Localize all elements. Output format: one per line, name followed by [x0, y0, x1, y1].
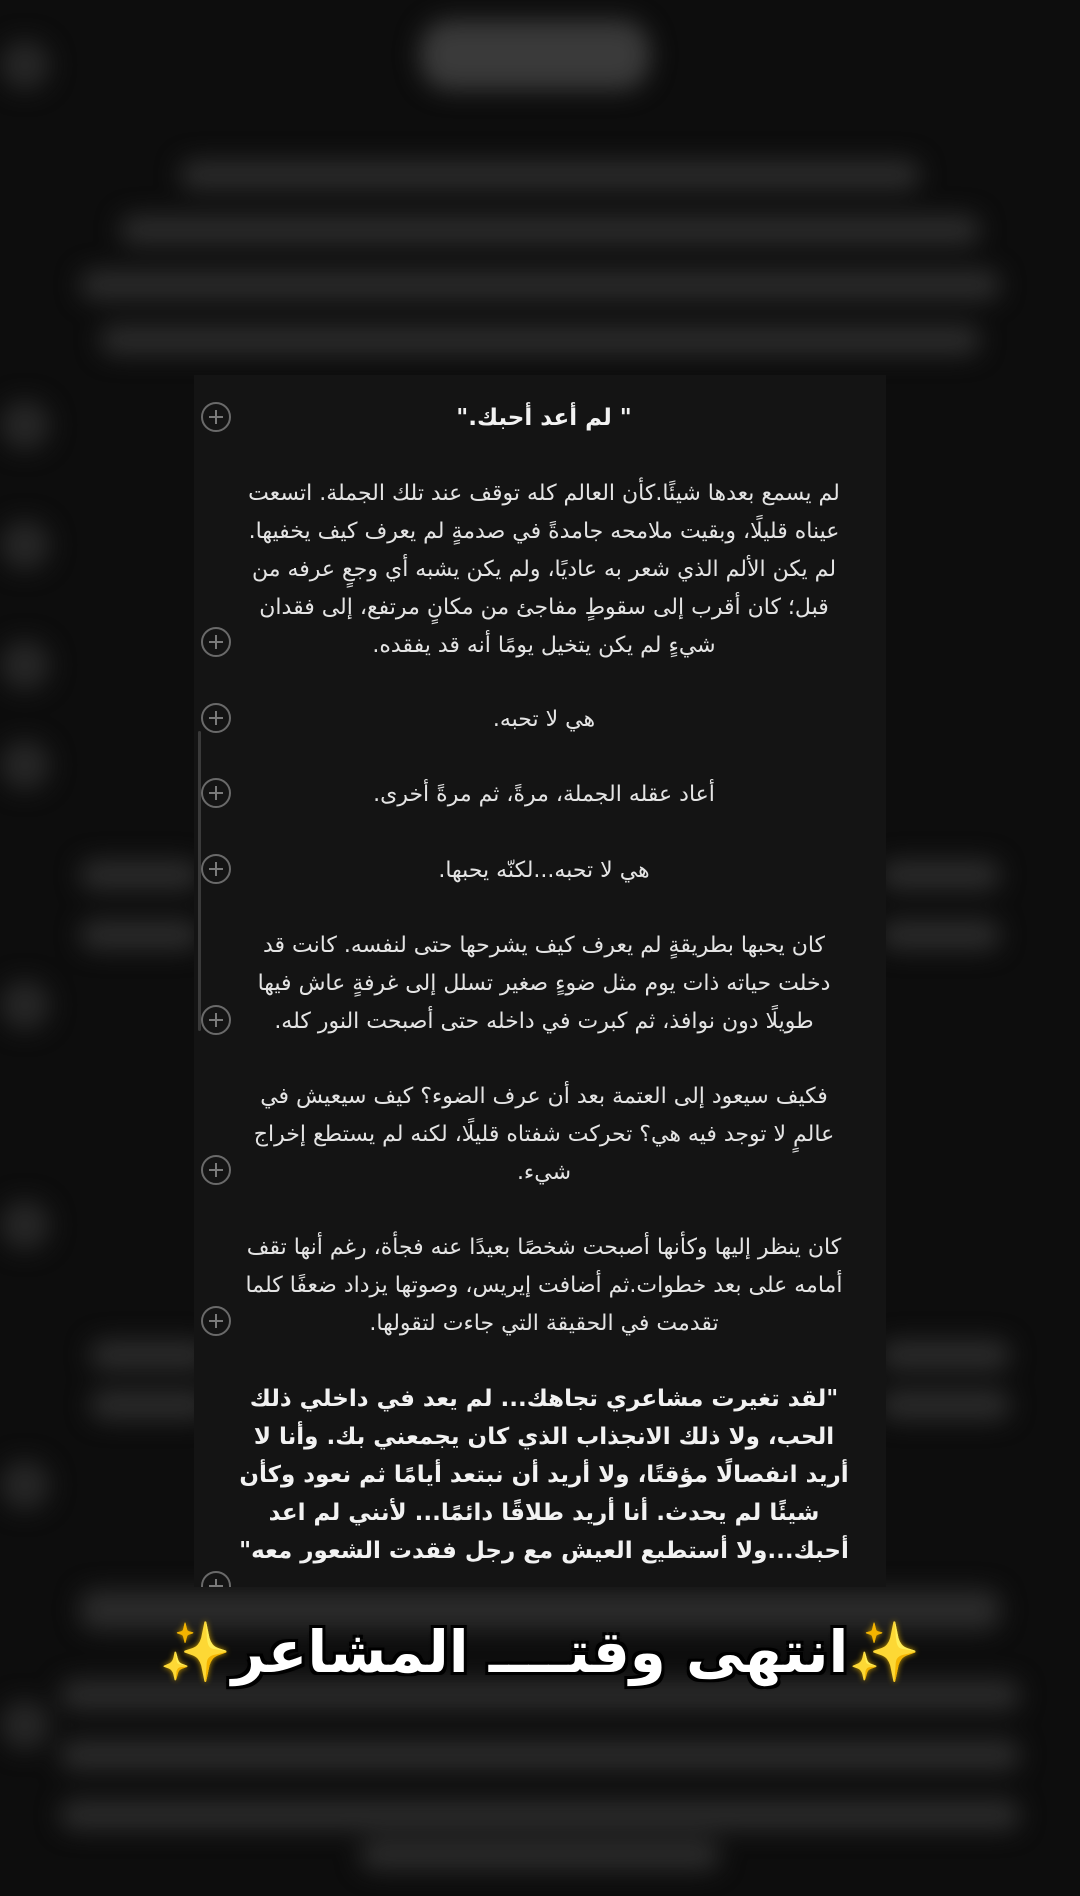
story-paragraph: فكيف سيعود إلى العتمة بعد أن عرف الضوء؟ كيف سيعيش في عالمٍ لا توجد فيه هي؟ تحركت شفتاه قليلًا، لكنه لم يستطع إخراج شيء.	[253, 1084, 835, 1185]
story-paragraph: أعاد عقله الجملة، مرةً، ثم مرةً أخرى.	[373, 782, 715, 807]
add-comment-icon[interactable]	[201, 627, 231, 657]
add-comment-icon[interactable]	[201, 402, 231, 432]
add-comment-icon[interactable]	[201, 703, 231, 733]
add-comment-icon[interactable]	[201, 1155, 231, 1185]
caption-text: انتهى وقتــــ المشاعر	[231, 1618, 849, 1686]
story-paragraph: هي لا تحبه...لكنّه يحبها.	[438, 858, 650, 883]
add-comment-icon[interactable]	[201, 1306, 231, 1336]
add-comment-icon[interactable]	[201, 854, 231, 884]
video-caption	[0, 1612, 1080, 1692]
story-paragraph-quote: "لقد تغيرت مشاعري تجاهك... لم يعد في داخلي ذلك الحب، ولا ذلك الانجذاب الذي كان يجمعني بك. وأنا لا أريد انفصالًا مؤقتًا، ولا أريد أن نبتعد أيامًا ثم نعود وكأن شيئًا لم يحدث. أنا أريد طلاقًا دائمًا... لأنني لم اعد أحبك...ولا أستطيع العيش مع رجل فقدت الشعور معه"	[239, 1386, 849, 1564]
sparkles-icon: ✨	[848, 1618, 921, 1686]
story-paragraph: هي لا تحبه.	[492, 707, 596, 732]
story-paragraph: لم يسمع بعدها شيئًا.كأن العالم كله توقف عند تلك الجملة. اتسعت عيناه قليلًا، وبقيت ملامحه جامدةً في صدمةٍ لم يعرف كيف يخفيها. لم يكن الألم الذي شعر به عاديًا، ولم يكن يشبه أي وجعٍ عرفه من قبل؛ كان أقرب إلى سقوطٍ مفاجئ من مكانٍ مرتفع، إلى فقدان شيءٍ لم يكن يتخيل يومًا أنه قد يفقده.	[248, 481, 840, 658]
add-comment-icon[interactable]	[201, 1005, 231, 1035]
sparkles-icon: ✨	[159, 1618, 232, 1686]
add-comment-icon[interactable]	[201, 1571, 231, 1587]
add-comment-icon[interactable]	[201, 778, 231, 808]
story-paragraph: كان يحبها بطريقةٍ لم يعرف كيف يشرحها حتى لنفسه. كانت قد دخلت حياته ذات يوم مثل ضوءٍ صغير تسلل إلى غرفةٍ عاش فيها طويلًا دون نوافذ، ثم كبرت في داخله حتى أصبحت النور كله.	[257, 933, 831, 1034]
scrollbar[interactable]	[198, 731, 201, 1031]
story-panel	[194, 375, 886, 1587]
story-paragraph-title: " لم أعد أحبك."	[456, 405, 632, 431]
story-paragraph: كان ينظر إليها وكأنها أصبحت شخصًا بعيدًا عنه فجأة، رغم أنها تقف أمامه على بعد خطوات.ثم أضافت إيريس، وصوتها يزداد ضعفًا كلما تقدمت في الحقيقة التي جاءت لتقولها.	[245, 1235, 843, 1336]
